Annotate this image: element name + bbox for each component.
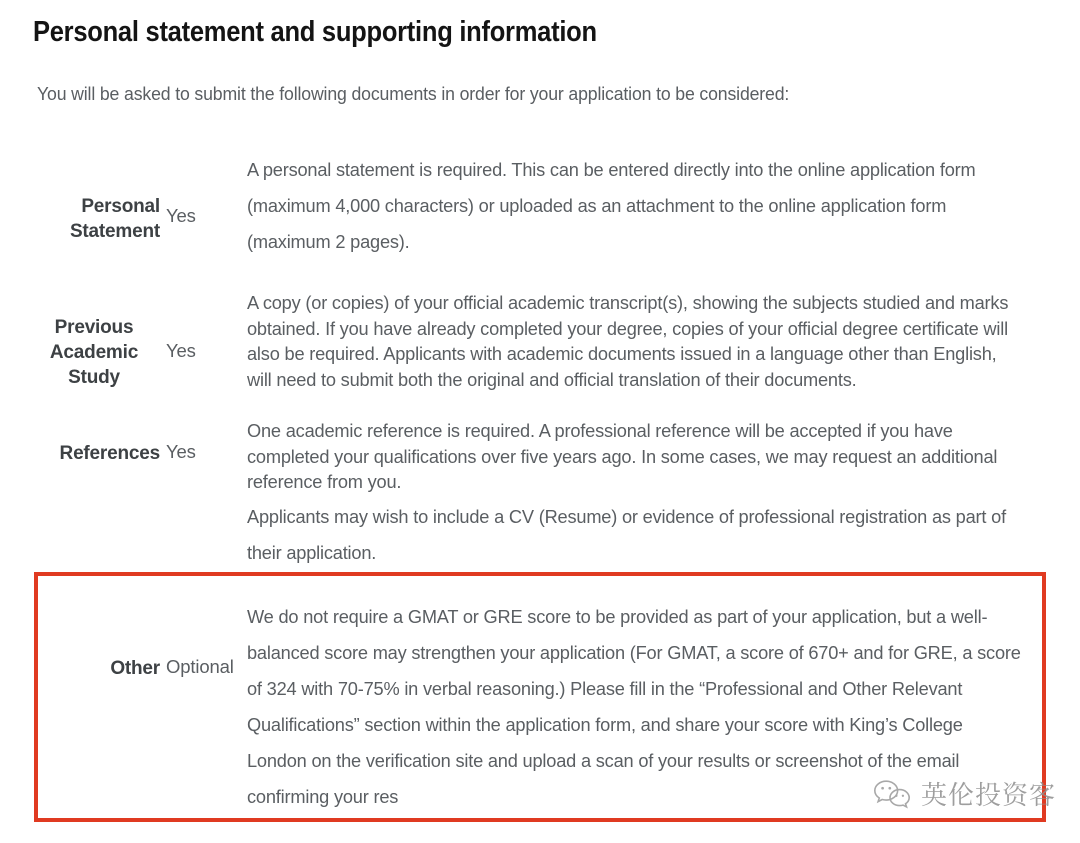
row-description-previous-academic-study: A copy (or copies) of your official academic transcript(s), showing the subjects studied and marks obtained. If you have already completed your degree, copies of your official degree certificate will also be required. Applicants with academic documents issued in a language other than English, will need to submit both the original and official translation of their documents. (247, 292, 1009, 390)
intro-paragraph: You will be asked to submit the following documents in order for your application to be considered: (37, 83, 790, 104)
row-label-other: Other (110, 658, 160, 679)
row-label-previous-academic-study: Previous Academic Study (49, 317, 139, 388)
row-status-personal-statement: Yes (166, 205, 196, 226)
row-status-other: Optional (166, 656, 234, 677)
page-title: Personal statement and supporting information (33, 16, 597, 48)
wechat-icon (872, 777, 912, 811)
row-label-personal-statement: Personal Statement (69, 196, 160, 242)
row-description-cv-resume: Applicants may wish to include a CV (Resume) or evidence of professional registration as part of their application. (247, 506, 1006, 563)
row-description-other: We do not require a GMAT or GRE score to be provided as part of your application, but a well-balanced score may strengthen your application (For GMAT, a score of 670+ and for GRE, a score of 324 with 70-75% in verbal reasoning.) Please fill in the “Professional and Other Relevant Qualifications” section within the application form, and share your score with King’s College London on the verification site and upload a scan of your results or screenshot of the email confirming your res (247, 606, 1021, 807)
row-status-previous-academic-study: Yes (166, 340, 196, 361)
row-description-references: One academic reference is required. A professional reference will be accepted if you have completed your qualifications over five years ago. In some cases, we may request an additional reference from you. (247, 420, 998, 492)
row-description-personal-statement: A personal statement is required. This can be entered directly into the online application form (maximum 4,000 characters) or uploaded as an attachment to the online application form (maximum 2 pages). (247, 159, 976, 252)
watermark-text: 英伦投资客 (921, 781, 1057, 811)
row-status-references: Yes (166, 441, 196, 462)
row-label-references: References (59, 443, 160, 464)
watermark (872, 775, 1056, 812)
